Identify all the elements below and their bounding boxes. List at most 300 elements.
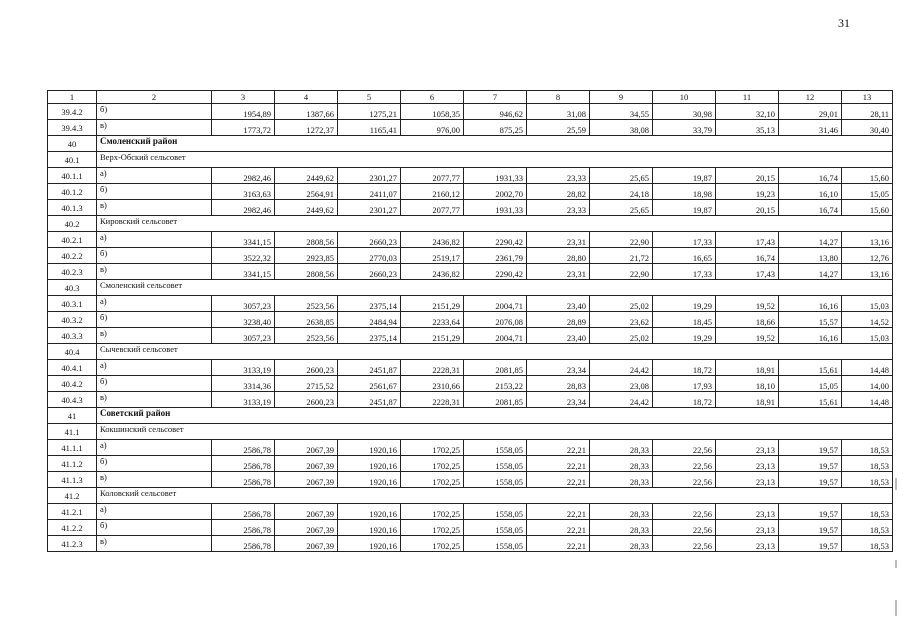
value-cell: 19,52 xyxy=(716,328,779,344)
value-cell: 31,08 xyxy=(527,104,590,120)
value-cell: 15,57 xyxy=(779,312,842,328)
value-cell: 16,16 xyxy=(779,296,842,312)
council-title: Верх-Обский сельсовет xyxy=(97,152,893,168)
value-cell: 16,74 xyxy=(716,248,779,264)
value-cell: 2233,64 xyxy=(401,312,464,328)
value-cell: 2411,07 xyxy=(338,184,401,200)
value-cell: 24,42 xyxy=(590,392,653,408)
value-cell: 28,89 xyxy=(527,312,590,328)
row-code: 41.1.1 xyxy=(48,440,97,456)
value-cell: 3163,63 xyxy=(212,184,275,200)
value-cell: 2301,27 xyxy=(338,168,401,184)
council-title: Сычевский сельсовет xyxy=(97,344,893,360)
value-cell: 22,90 xyxy=(590,232,653,248)
row-code: 41.2.1 xyxy=(48,504,97,520)
value-cell: 18,53 xyxy=(842,440,893,456)
row-letter: а) xyxy=(97,360,212,376)
value-cell: 2449,62 xyxy=(275,168,338,184)
value-cell: 1272,37 xyxy=(275,120,338,136)
value-cell: 2067,39 xyxy=(275,520,338,536)
row-code: 40.2.1 xyxy=(48,232,97,248)
value-cell: 2586,78 xyxy=(212,536,275,552)
column-number-cell: 7 xyxy=(464,91,527,104)
council-row xyxy=(48,424,893,440)
value-cell: 23,33 xyxy=(527,200,590,216)
table-row xyxy=(48,504,893,520)
value-cell: 25,59 xyxy=(527,120,590,136)
value-cell: 2586,78 xyxy=(212,504,275,520)
value-cell: 13,80 xyxy=(779,248,842,264)
value-cell: 19,87 xyxy=(653,200,716,216)
row-code: 40.1.1 xyxy=(48,168,97,184)
value-cell: 2638,85 xyxy=(275,312,338,328)
value-cell: 2586,78 xyxy=(212,440,275,456)
value-cell: 16,65 xyxy=(653,248,716,264)
value-cell: 23,13 xyxy=(716,504,779,520)
value-cell: 15,61 xyxy=(779,360,842,376)
value-cell: 2586,78 xyxy=(212,456,275,472)
value-cell: 17,43 xyxy=(716,264,779,280)
value-cell: 14,48 xyxy=(842,392,893,408)
row-letter: б) xyxy=(97,520,212,536)
value-cell: 22,56 xyxy=(653,520,716,536)
row-code: 41.2.3 xyxy=(48,536,97,552)
group-code: 40.1 xyxy=(48,152,97,168)
tariff-table xyxy=(47,90,893,552)
value-cell: 1920,16 xyxy=(338,504,401,520)
district-title: Смоленский район xyxy=(97,136,893,152)
value-cell: 21,72 xyxy=(590,248,653,264)
row-code: 40.2.2 xyxy=(48,248,97,264)
council-row xyxy=(48,152,893,168)
value-cell: 13,16 xyxy=(842,232,893,248)
value-cell: 23,13 xyxy=(716,472,779,488)
value-cell: 2160,12 xyxy=(401,184,464,200)
column-number-cell: 8 xyxy=(527,91,590,104)
value-cell: 1702,25 xyxy=(401,520,464,536)
row-code: 40.3.3 xyxy=(48,328,97,344)
value-cell: 2600,23 xyxy=(275,392,338,408)
value-cell: 18,66 xyxy=(716,312,779,328)
row-letter: б) xyxy=(97,456,212,472)
table-row xyxy=(48,104,893,120)
value-cell: 2077,77 xyxy=(401,200,464,216)
value-cell: 1387,66 xyxy=(275,104,338,120)
value-cell: 2076,08 xyxy=(464,312,527,328)
value-cell: 19,29 xyxy=(653,296,716,312)
value-cell: 2151,29 xyxy=(401,296,464,312)
value-cell: 32,10 xyxy=(716,104,779,120)
value-cell: 22,56 xyxy=(653,456,716,472)
row-letter: а) xyxy=(97,440,212,456)
value-cell: 30,98 xyxy=(653,104,716,120)
value-cell: 1558,05 xyxy=(464,536,527,552)
value-cell: 2586,78 xyxy=(212,520,275,536)
value-cell: 2361,79 xyxy=(464,248,527,264)
row-letter: в) xyxy=(97,200,212,216)
value-cell: 22,56 xyxy=(653,504,716,520)
value-cell: 12,76 xyxy=(842,248,893,264)
value-cell: 15,61 xyxy=(779,392,842,408)
value-cell: 2808,56 xyxy=(275,232,338,248)
value-cell: 1773,72 xyxy=(212,120,275,136)
value-cell: 2228,31 xyxy=(401,392,464,408)
value-cell: 18,53 xyxy=(842,504,893,520)
scan-edge-mark xyxy=(895,478,897,490)
value-cell: 2451,87 xyxy=(338,392,401,408)
value-cell: 1702,25 xyxy=(401,536,464,552)
column-number-cell: 5 xyxy=(338,91,401,104)
value-cell: 25,02 xyxy=(590,296,653,312)
value-cell: 23,40 xyxy=(527,296,590,312)
row-code: 40.2.3 xyxy=(48,264,97,280)
row-letter: в) xyxy=(97,536,212,552)
value-cell: 1558,05 xyxy=(464,520,527,536)
value-cell: 22,21 xyxy=(527,520,590,536)
row-code: 40.4.2 xyxy=(48,376,97,392)
value-cell: 31,46 xyxy=(779,120,842,136)
value-cell: 23,40 xyxy=(527,328,590,344)
value-cell: 2067,39 xyxy=(275,456,338,472)
row-code: 40.3.2 xyxy=(48,312,97,328)
council-title: Коловский сельсовет xyxy=(97,488,893,504)
value-cell: 18,91 xyxy=(716,392,779,408)
value-cell: 18,10 xyxy=(716,376,779,392)
value-cell: 2081,85 xyxy=(464,392,527,408)
value-cell: 2004,71 xyxy=(464,296,527,312)
value-cell: 23,31 xyxy=(527,264,590,280)
group-code: 40 xyxy=(48,136,97,152)
value-cell: 19,57 xyxy=(779,456,842,472)
row-letter: в) xyxy=(97,392,212,408)
value-cell: 25,02 xyxy=(590,328,653,344)
row-code: 40.1.2 xyxy=(48,184,97,200)
value-cell: 17,33 xyxy=(653,264,716,280)
value-cell: 23,13 xyxy=(716,536,779,552)
value-cell: 1165,41 xyxy=(338,120,401,136)
value-cell: 2600,23 xyxy=(275,360,338,376)
row-letter: б) xyxy=(97,376,212,392)
district-row xyxy=(48,408,893,424)
value-cell: 28,33 xyxy=(590,536,653,552)
value-cell: 18,53 xyxy=(842,536,893,552)
row-letter: в) xyxy=(97,472,212,488)
value-cell: 28,83 xyxy=(527,376,590,392)
value-cell: 1558,05 xyxy=(464,504,527,520)
value-cell: 25,65 xyxy=(590,168,653,184)
value-cell: 1558,05 xyxy=(464,456,527,472)
value-cell: 14,27 xyxy=(779,232,842,248)
value-cell: 2002,70 xyxy=(464,184,527,200)
value-cell: 2436,82 xyxy=(401,264,464,280)
value-cell: 2077,77 xyxy=(401,168,464,184)
value-cell: 1558,05 xyxy=(464,472,527,488)
value-cell: 2982,46 xyxy=(212,200,275,216)
table-row xyxy=(48,376,893,392)
council-title: Смоленский сельсовет xyxy=(97,280,893,296)
value-cell: 18,72 xyxy=(653,360,716,376)
value-cell: 1275,21 xyxy=(338,104,401,120)
value-cell: 1702,25 xyxy=(401,456,464,472)
value-cell: 3341,15 xyxy=(212,264,275,280)
row-letter: б) xyxy=(97,184,212,200)
value-cell: 2067,39 xyxy=(275,536,338,552)
value-cell: 30,40 xyxy=(842,120,893,136)
value-cell: 2523,56 xyxy=(275,328,338,344)
value-cell: 28,11 xyxy=(842,104,893,120)
value-cell: 17,93 xyxy=(653,376,716,392)
value-cell: 19,57 xyxy=(779,520,842,536)
value-cell: 16,16 xyxy=(779,328,842,344)
row-letter: б) xyxy=(97,104,212,120)
row-code: 40.4.3 xyxy=(48,392,97,408)
value-cell: 15,03 xyxy=(842,328,893,344)
table-row xyxy=(48,456,893,472)
value-cell: 2586,78 xyxy=(212,472,275,488)
table-row xyxy=(48,328,893,344)
value-cell: 18,53 xyxy=(842,456,893,472)
value-cell: 16,74 xyxy=(779,200,842,216)
value-cell: 38,08 xyxy=(590,120,653,136)
value-cell: 1702,25 xyxy=(401,504,464,520)
value-cell: 28,33 xyxy=(590,520,653,536)
value-cell: 2067,39 xyxy=(275,472,338,488)
value-cell: 28,33 xyxy=(590,472,653,488)
value-cell: 23,33 xyxy=(527,168,590,184)
row-code: 41.1.2 xyxy=(48,456,97,472)
table-row xyxy=(48,248,893,264)
value-cell: 22,56 xyxy=(653,440,716,456)
value-cell: 14,48 xyxy=(842,360,893,376)
value-cell: 28,33 xyxy=(590,440,653,456)
value-cell: 14,27 xyxy=(779,264,842,280)
column-number-cell: 13 xyxy=(842,91,893,104)
value-cell: 25,65 xyxy=(590,200,653,216)
value-cell: 3057,23 xyxy=(212,328,275,344)
value-cell: 2375,14 xyxy=(338,296,401,312)
value-cell: 946,62 xyxy=(464,104,527,120)
value-cell: 2982,46 xyxy=(212,168,275,184)
column-number-cell: 1 xyxy=(48,91,97,104)
value-cell: 15,05 xyxy=(779,376,842,392)
row-letter: б) xyxy=(97,248,212,264)
value-cell: 20,15 xyxy=(716,168,779,184)
table-row xyxy=(48,184,893,200)
column-number-cell: 11 xyxy=(716,91,779,104)
value-cell: 22,56 xyxy=(653,472,716,488)
value-cell: 28,80 xyxy=(527,248,590,264)
value-cell: 1702,25 xyxy=(401,472,464,488)
value-cell: 18,53 xyxy=(842,520,893,536)
row-code: 41.1.3 xyxy=(48,472,97,488)
column-number-cell: 3 xyxy=(212,91,275,104)
value-cell: 3238,40 xyxy=(212,312,275,328)
column-number-row xyxy=(48,91,893,104)
value-cell: 18,72 xyxy=(653,392,716,408)
value-cell: 2923,85 xyxy=(275,248,338,264)
value-cell: 2067,39 xyxy=(275,504,338,520)
value-cell: 19,52 xyxy=(716,296,779,312)
value-cell: 2564,91 xyxy=(275,184,338,200)
value-cell: 2449,62 xyxy=(275,200,338,216)
table-row xyxy=(48,312,893,328)
value-cell: 19,87 xyxy=(653,168,716,184)
value-cell: 23,13 xyxy=(716,520,779,536)
council-title: Кокшинский сельсовет xyxy=(97,424,893,440)
row-code: 41.2.2 xyxy=(48,520,97,536)
value-cell: 22,21 xyxy=(527,472,590,488)
value-cell: 19,57 xyxy=(779,440,842,456)
value-cell: 18,45 xyxy=(653,312,716,328)
value-cell: 33,79 xyxy=(653,120,716,136)
value-cell: 22,21 xyxy=(527,504,590,520)
value-cell: 28,33 xyxy=(590,504,653,520)
value-cell: 3314,36 xyxy=(212,376,275,392)
value-cell: 19,57 xyxy=(779,472,842,488)
value-cell: 14,00 xyxy=(842,376,893,392)
value-cell: 15,05 xyxy=(842,184,893,200)
value-cell: 24,42 xyxy=(590,360,653,376)
value-cell: 3057,23 xyxy=(212,296,275,312)
value-cell: 1954,89 xyxy=(212,104,275,120)
scan-edge-mark xyxy=(895,560,897,568)
table-body xyxy=(48,91,893,552)
council-row xyxy=(48,344,893,360)
value-cell: 17,33 xyxy=(653,232,716,248)
table-row xyxy=(48,520,893,536)
row-letter: а) xyxy=(97,168,212,184)
table-row xyxy=(48,360,893,376)
row-letter: в) xyxy=(97,328,212,344)
value-cell: 19,23 xyxy=(716,184,779,200)
column-number-cell: 12 xyxy=(779,91,842,104)
value-cell: 23,62 xyxy=(590,312,653,328)
group-code: 40.2 xyxy=(48,216,97,232)
value-cell: 19,57 xyxy=(779,536,842,552)
table-row xyxy=(48,296,893,312)
value-cell: 2301,27 xyxy=(338,200,401,216)
value-cell: 2310,66 xyxy=(401,376,464,392)
district-row xyxy=(48,136,893,152)
value-cell: 20,15 xyxy=(716,200,779,216)
group-code: 41 xyxy=(48,408,97,424)
value-cell: 2519,17 xyxy=(401,248,464,264)
row-code: 39.4.2 xyxy=(48,104,97,120)
council-row xyxy=(48,488,893,504)
table-row xyxy=(48,536,893,552)
column-number-cell: 6 xyxy=(401,91,464,104)
value-cell: 35,13 xyxy=(716,120,779,136)
value-cell: 2228,31 xyxy=(401,360,464,376)
row-letter: б) xyxy=(97,312,212,328)
value-cell: 23,31 xyxy=(527,232,590,248)
scan-edge-mark xyxy=(895,600,897,616)
value-cell: 2451,87 xyxy=(338,360,401,376)
value-cell: 22,21 xyxy=(527,536,590,552)
value-cell: 2067,39 xyxy=(275,440,338,456)
row-letter: в) xyxy=(97,264,212,280)
value-cell: 2770,03 xyxy=(338,248,401,264)
value-cell: 2153,22 xyxy=(464,376,527,392)
value-cell: 2484,94 xyxy=(338,312,401,328)
group-code: 40.3 xyxy=(48,280,97,296)
value-cell: 2523,56 xyxy=(275,296,338,312)
value-cell: 19,29 xyxy=(653,328,716,344)
value-cell: 2151,29 xyxy=(401,328,464,344)
group-code: 41.1 xyxy=(48,424,97,440)
value-cell: 2715,52 xyxy=(275,376,338,392)
value-cell: 1558,05 xyxy=(464,440,527,456)
value-cell: 2561,67 xyxy=(338,376,401,392)
table-row xyxy=(48,472,893,488)
value-cell: 875,25 xyxy=(464,120,527,136)
table-row xyxy=(48,264,893,280)
value-cell: 23,13 xyxy=(716,456,779,472)
group-code: 41.2 xyxy=(48,488,97,504)
value-cell: 15,03 xyxy=(842,296,893,312)
value-cell: 3522,32 xyxy=(212,248,275,264)
value-cell: 14,52 xyxy=(842,312,893,328)
group-code: 40.4 xyxy=(48,344,97,360)
value-cell: 2375,14 xyxy=(338,328,401,344)
value-cell: 1920,16 xyxy=(338,456,401,472)
value-cell: 19,57 xyxy=(779,504,842,520)
value-cell: 1920,16 xyxy=(338,520,401,536)
row-letter: а) xyxy=(97,504,212,520)
row-code: 40.4.1 xyxy=(48,360,97,376)
row-letter: а) xyxy=(97,232,212,248)
row-code: 40.3.1 xyxy=(48,296,97,312)
value-cell: 23,08 xyxy=(590,376,653,392)
value-cell: 18,98 xyxy=(653,184,716,200)
value-cell: 23,13 xyxy=(716,440,779,456)
table-row xyxy=(48,168,893,184)
column-number-cell: 2 xyxy=(97,91,212,104)
value-cell: 17,43 xyxy=(716,232,779,248)
value-cell: 16,74 xyxy=(779,168,842,184)
table-row xyxy=(48,392,893,408)
council-row xyxy=(48,280,893,296)
value-cell: 29,01 xyxy=(779,104,842,120)
value-cell: 3133,19 xyxy=(212,392,275,408)
value-cell: 34,55 xyxy=(590,104,653,120)
value-cell: 24,18 xyxy=(590,184,653,200)
value-cell: 22,56 xyxy=(653,536,716,552)
value-cell: 1702,25 xyxy=(401,440,464,456)
value-cell: 16,10 xyxy=(779,184,842,200)
value-cell: 3133,19 xyxy=(212,360,275,376)
value-cell: 22,90 xyxy=(590,264,653,280)
value-cell: 18,91 xyxy=(716,360,779,376)
table-row xyxy=(48,440,893,456)
row-letter: в) xyxy=(97,120,212,136)
table-row xyxy=(48,200,893,216)
table-row xyxy=(48,232,893,248)
value-cell: 28,33 xyxy=(590,456,653,472)
row-code: 39.4.3 xyxy=(48,120,97,136)
value-cell: 2290,42 xyxy=(464,232,527,248)
value-cell: 1931,33 xyxy=(464,200,527,216)
value-cell: 2808,56 xyxy=(275,264,338,280)
table-row xyxy=(48,120,893,136)
value-cell: 2004,71 xyxy=(464,328,527,344)
value-cell: 2081,85 xyxy=(464,360,527,376)
column-number-cell: 4 xyxy=(275,91,338,104)
column-number-cell: 9 xyxy=(590,91,653,104)
value-cell: 1058,35 xyxy=(401,104,464,120)
value-cell: 1920,16 xyxy=(338,440,401,456)
value-cell: 2290,42 xyxy=(464,264,527,280)
